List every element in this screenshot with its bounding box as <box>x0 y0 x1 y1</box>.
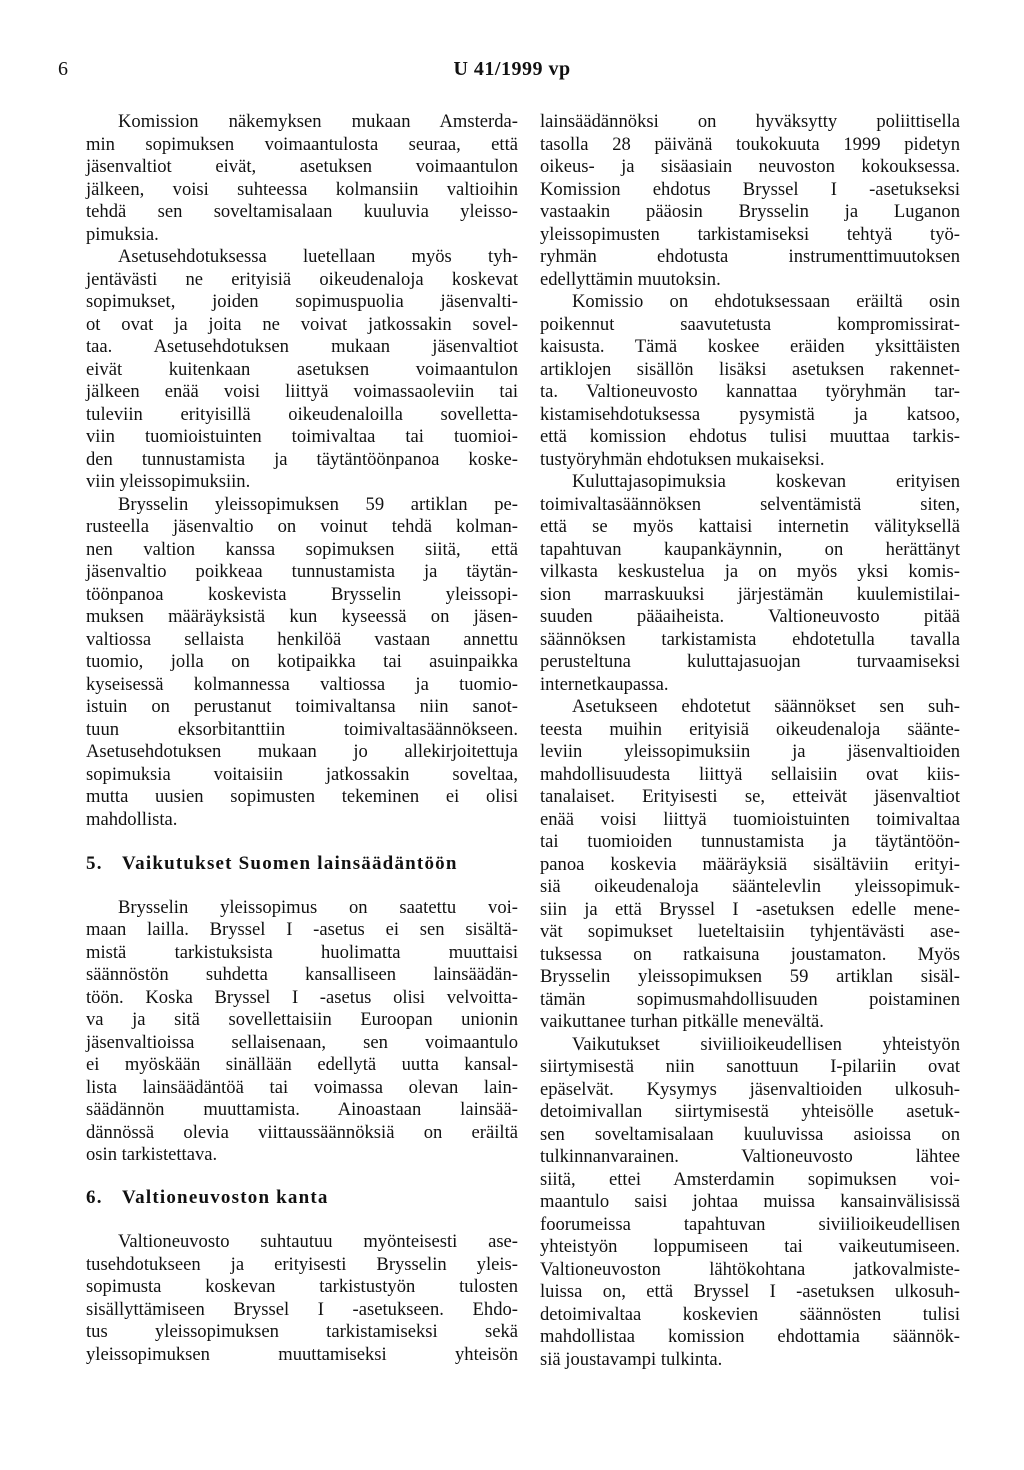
text-line: jäsenvaltio poikkeaa tunnustamista ja täytän- <box>86 561 518 582</box>
text-line: ta. Valtioneuvosto kannattaa työryhmän tar- <box>540 381 960 402</box>
text-line: ryhmän ehdotusta instrumenttimuutoksen <box>540 246 960 267</box>
section-number: 5. <box>86 853 103 874</box>
text-line: oikeus- ja sisäasiain neuvoston kokouksessa. <box>540 156 960 177</box>
text-line: säännöksen tarkistamista ehdotetulla tavalla <box>540 628 960 650</box>
text-line: sopimusta koskevan tarkistustyön tulosten <box>86 1276 518 1297</box>
text-line: tuomio, jolla on kotipaikka tai asuinpaikka <box>86 651 518 672</box>
text-line: detoimivallan siirtymisestä yhteisölle asetuk- <box>540 1101 960 1122</box>
text-line: den tunnustamista ja täytäntöönpanoa koske- <box>86 448 518 470</box>
text-line: maan lailla. Bryssel I -asetus ei sen sisältä- <box>86 919 518 940</box>
text-line: siirtymisestä niin sanottuun I-pilariin ovat <box>540 1056 960 1077</box>
text-line: va ja sitä sovellettaisiin Euroopan unionin <box>86 1009 518 1030</box>
text-line: artiklojen sisällön lisäksi asetuksen rakennet- <box>540 358 960 380</box>
text-line: siitä, ettei Amsterdamin sopimuksen voi- <box>540 1168 960 1190</box>
paragraph <box>86 111 518 246</box>
paragraph <box>86 1231 518 1366</box>
text-line: kyseisessä kolmannessa valtiossa ja tuomio- <box>86 673 518 695</box>
text-line: yleissopimusten tarkistamiseksi tehtyä työ- <box>540 223 960 245</box>
text-line: säännöstön suhdetta kansalliseen lainsäädän- <box>86 964 518 985</box>
text-line: sen soveltamisalaan kuuluvissa asioissa on <box>540 1123 960 1145</box>
text-line: Asetukseen ehdotetut säännökset sen suh- <box>572 696 960 717</box>
section-title: Valtioneuvoston kanta <box>122 1186 329 1208</box>
text-line: tuksessa on ratkaisuna joustamaton. Myös <box>540 943 960 965</box>
text-line: perusteltuna kuluttajasuojan turvaamiseksi <box>540 651 960 672</box>
text-line: suuden pääaiheista. Valtioneuvosto pitää <box>540 606 960 627</box>
text-line: jälkeen, voisi suhteessa kolmansiin valtioihin <box>86 178 518 200</box>
text-line: että komission ehdotus tulisi muuttaa tarkis- <box>540 426 960 447</box>
text-line: toimivaltasäännöksen selventämistä siten, <box>540 493 960 515</box>
text-line: säädännön muuttamista. Ainoastaan lainsää- <box>86 1099 518 1120</box>
text-line: tanalaiset. Erityisesti se, etteivät jäsenvaltiot <box>540 786 960 807</box>
text-line: Brysselin yleissopimuksen 59 artiklan pe- <box>118 493 518 515</box>
paragraph <box>86 246 518 494</box>
text-line: Asetusehdotuksessa luetellaan myös tyh- <box>118 246 518 267</box>
text-line: jentävästi ne erityisiä oikeudenaloja koskevat <box>86 268 518 290</box>
text-line: enää voisi liittyä tuomioistuinten toimivaltaa <box>540 808 960 830</box>
text-line: mutta uusien sopimusten tekeminen ei olisi <box>86 786 518 807</box>
text-line: Asetusehdotuksen mukaan jo allekirjoitettuja <box>86 741 518 762</box>
text-line: min sopimuksen voimaantulosta seuraa, että <box>86 133 518 155</box>
text-line: Valtioneuvosto suhtautuu myönteisesti ase- <box>118 1231 518 1252</box>
text-line: tustyöryhmän ehdotuksen mukaiseksi. <box>540 448 825 470</box>
text-line: sopimukset, joiden sopimuspuolia jäsenvalti- <box>86 291 518 312</box>
text-line: foorumeissa tapahtuvan siviilioikeudellisen <box>540 1213 960 1235</box>
text-line: tuleviin erityisillä oikeudenaloilla sovelletta- <box>86 403 518 425</box>
text-line: dännössä olevia viittaussäännöksiä on eräiltä <box>86 1121 518 1143</box>
document-id: U 41/1999 vp <box>453 58 571 80</box>
text-line: tus yleissopimuksen tarkistamiseksi sekä <box>86 1321 518 1342</box>
text-line: tehdä sen soveltamisalaan kuuluvia yleisso- <box>86 201 518 222</box>
text-line: kistamisehdotuksessa pysymistä ja katsoo, <box>540 403 960 425</box>
text-line: maantulo saisi johtaa muissa kansainvälisissä <box>540 1191 960 1212</box>
paragraph <box>540 1034 960 1372</box>
text-line: osin tarkistettava. <box>86 1144 218 1165</box>
text-line: nen valtion kanssa sopimuksen siitä, että <box>86 538 518 560</box>
text-line: töönpanoa koskevista Brysselin yleissopi- <box>86 583 518 605</box>
section-number: 6. <box>86 1186 103 1208</box>
paragraph <box>540 291 960 471</box>
text-line: tai tuomioiden tunnustamista ja täytäntöön- <box>540 831 960 852</box>
section-heading-5 <box>86 853 518 876</box>
paragraph <box>540 471 960 696</box>
left-column <box>86 111 518 1366</box>
text-line: mahdollisuudesta liittyä sellaisiin ovat kiis- <box>540 763 960 785</box>
text-line: Komission ehdotus Bryssel I -asetukseksi <box>540 178 960 200</box>
text-line: leviin yleissopimuksiin ja jäsenvaltioiden <box>540 741 960 762</box>
text-line: mahdollista. <box>86 808 178 830</box>
paragraph <box>540 111 960 291</box>
text-line: detoimivaltaa koskevien säännösten tulisi <box>540 1303 960 1325</box>
text-line: Kuluttajasopimuksia koskevan erityisen <box>572 471 960 492</box>
text-line: vaikuttanee turhan pitkälle menevältä. <box>540 1011 824 1032</box>
text-line: Komission näkemyksen mukaan Amsterda- <box>118 111 518 132</box>
text-line: epäselvät. Kysymys jäsenvaltioiden ulkosuh- <box>540 1078 960 1100</box>
paragraph <box>86 494 518 832</box>
text-line: tapahtuvan kaupankäynnin, on herättänyt <box>540 538 960 560</box>
text-line: jäsenvaltioissa sellaisenaan, sen voimaantulo <box>86 1031 518 1053</box>
text-line: tämän sopimusmahdollisuuden poistaminen <box>540 988 960 1010</box>
text-line: ot ovat ja joita ne voivat jatkossakin sovel- <box>86 313 518 335</box>
text-line: viin tuomioistuinten toimivaltaa tai tuomioi- <box>86 426 518 447</box>
text-line: lainsäädännöksi on hyväksytty poliittisella <box>540 111 960 132</box>
text-line: siä joustavampi tulkinta. <box>540 1348 723 1370</box>
text-line: sopimuksia voitaisiin jatkossakin soveltaa, <box>86 763 518 785</box>
text-line: poikennut saavutetusta kompromissirat- <box>540 313 960 335</box>
text-line: edellyttämin muutoksin. <box>540 268 721 290</box>
right-column <box>540 111 960 1371</box>
text-line: jäsenvaltiot eivät, asetuksen voimaantulon <box>86 156 518 177</box>
text-line: taa. Asetusehdotuksen mukaan jäsenvaltiot <box>86 336 518 357</box>
text-line: rusteella jäsenvaltio on voinut tehdä kolman- <box>86 516 518 537</box>
text-line: lista lainsäädäntöä tai voimassa olevan lain- <box>86 1076 518 1098</box>
text-line: teesta muihin erityisiä oikeudenaloja säänte- <box>540 718 960 740</box>
text-line: että se myös kattaisi internetin välityksellä <box>540 516 960 537</box>
text-line: mistä tarkistuksista huolimatta muuttaisi <box>86 941 518 963</box>
text-line: Komissio on ehdotuksessaan eräiltä osin <box>572 291 960 312</box>
text-line: tuun eksorbitanttiin toimivaltasäännökseen. <box>86 718 518 740</box>
text-line: viin yleissopimuksiin. <box>86 471 251 492</box>
paragraph <box>86 897 518 1167</box>
text-line: töön. Koska Bryssel I -asetus olisi velvoitta- <box>86 986 518 1008</box>
page-number: 6 <box>58 58 68 80</box>
text-line: sisällyttämiseen Bryssel I -asetukseen. Ehdo- <box>86 1298 518 1320</box>
text-line: Brysselin yleissopimus on saatettu voi- <box>118 896 518 918</box>
text-line: vastaakin pääosin Brysselin ja Luganon <box>540 201 960 222</box>
text-line: mahdollistaa komission ehdottamia säännök- <box>540 1326 960 1347</box>
text-line: sion marraskuuksi järjestämän kuulemistilai- <box>540 583 960 605</box>
text-line: Vaikutukset siviilioikeudellisen yhteistyön <box>572 1033 960 1055</box>
text-line: ei myöskään sinällään edellytä uutta kansal- <box>86 1054 518 1075</box>
text-line: internetkaupassa. <box>540 673 669 695</box>
text-line: Valtioneuvoston lähtökohtana jatkovalmiste- <box>540 1258 960 1280</box>
section-title: Vaikutukset Suomen lainsäädäntöön <box>122 853 458 874</box>
text-line: valtiossa sellaista henkilöä vastaan annettu <box>86 628 518 650</box>
text-line: siä oikeudenaloja sääntelevlin yleissopimuk- <box>540 876 960 897</box>
text-line: muksen määräyksistä kun kyseessä on jäsen- <box>86 606 518 627</box>
text-line: tulkinnanvarainen. Valtioneuvosto lähtee <box>540 1146 960 1167</box>
text-line: vät sopimukset lueteltaisiin tyhjentävästi ase- <box>540 921 960 942</box>
text-line: tasolla 28 päivänä toukokuuta 1999 pidetyn <box>540 133 960 155</box>
text-line: Brysselin yleissopimuksen 59 artiklan sisäl- <box>540 966 960 987</box>
text-line: yleissopimuksen muuttamiseksi yhteisön <box>86 1343 518 1365</box>
section-heading-6 <box>86 1187 518 1210</box>
text-line: vilkasta keskustelua ja on myös yksi komis- <box>540 561 960 582</box>
paragraph <box>540 696 960 1034</box>
text-line: pimuksia. <box>86 223 159 245</box>
text-line: luissa on, että Bryssel I -asetuksen ulkosuh- <box>540 1281 960 1302</box>
text-line: jälkeen enää voisi liittyä voimassaoleviin tai <box>86 381 518 402</box>
text-line: eivät kuitenkaan asetuksen voimaantulon <box>86 358 518 380</box>
text-line: siin ja että Bryssel I -asetuksen edelle mene- <box>540 898 960 920</box>
text-line: istuin on perustanut toimivaltansa niin sanot- <box>86 696 518 717</box>
text-line: kaisusta. Tämä koskee eräiden yksittäisten <box>540 336 960 357</box>
text-line: yhteistyön loppumiseen tai vaikeutumiseen. <box>540 1236 960 1257</box>
text-line: panoa koskevia määräyksiä sisältäviin erityi- <box>540 853 960 875</box>
text-line: tusehdotukseen ja erityisesti Brysselin yleis- <box>86 1253 518 1275</box>
